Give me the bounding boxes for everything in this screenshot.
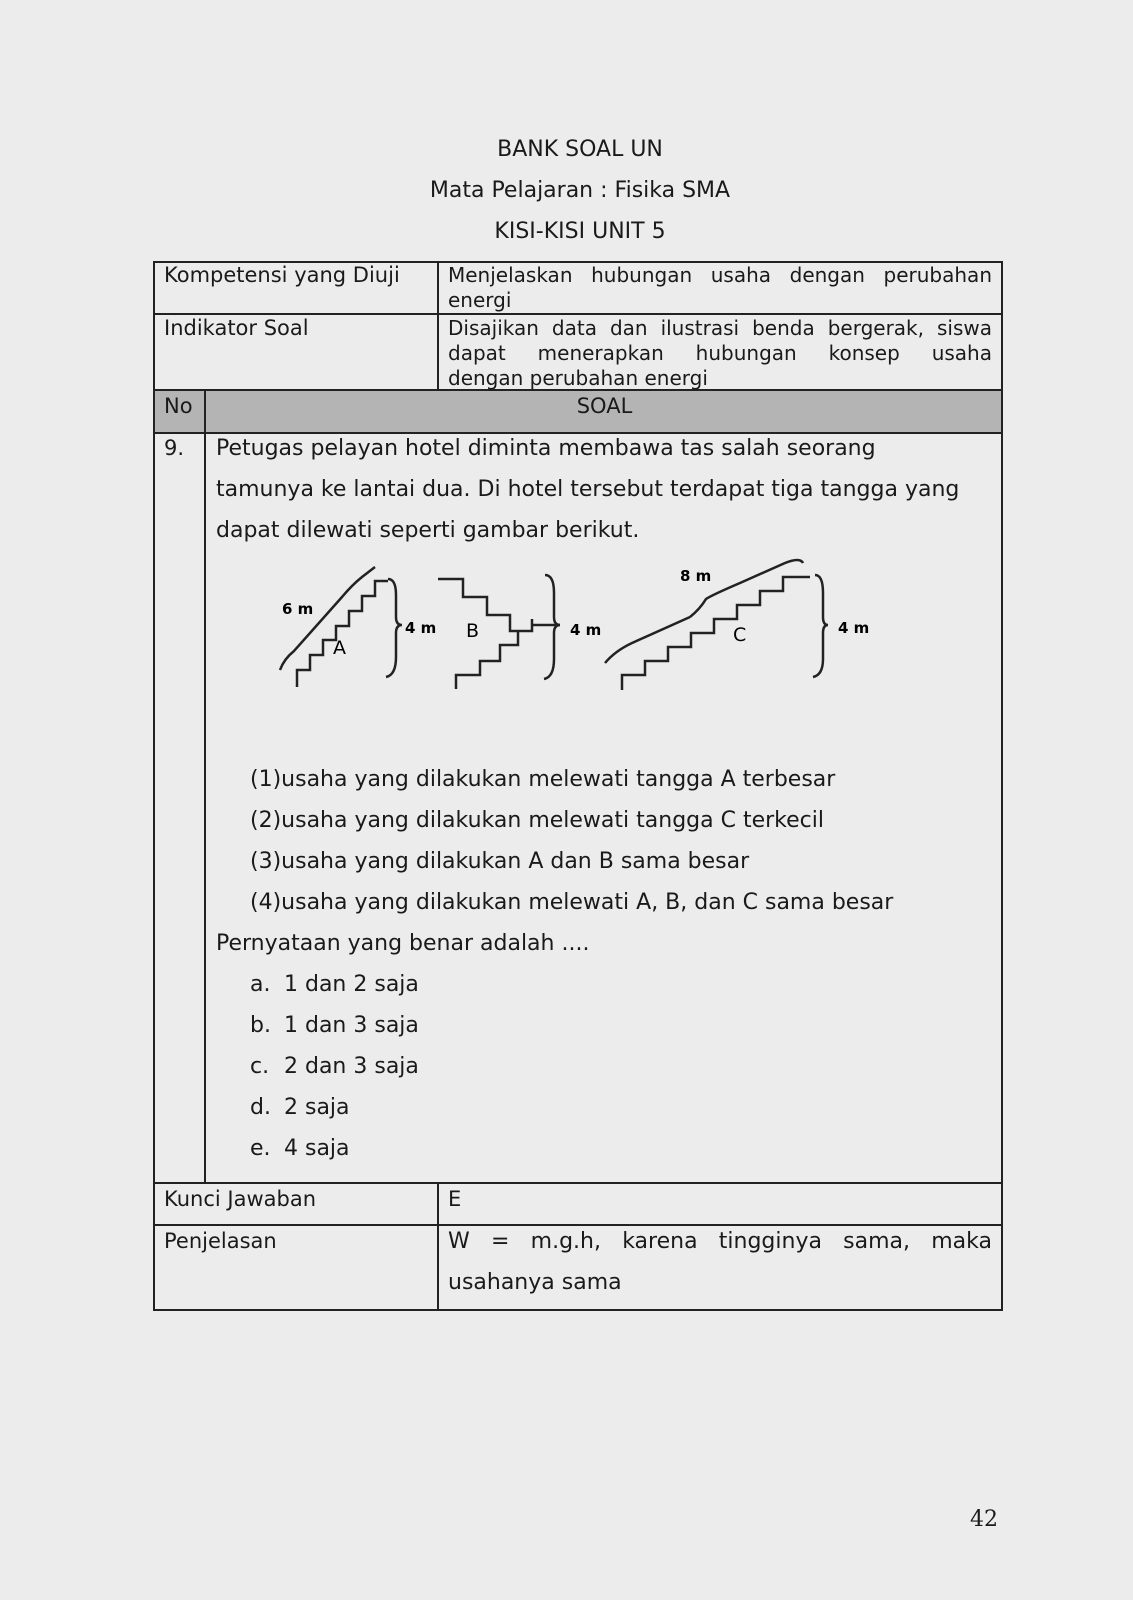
- title-bank-soal: BANK SOAL UN: [497, 137, 663, 162]
- indikator-label: Indikator Soal: [164, 316, 309, 340]
- stair-b-steps: [438, 579, 532, 689]
- question-line: Petugas pelayan hotel diminta membawa tas salah seorang: [216, 436, 876, 461]
- statement-item: (3)usaha yang dilakukan A dan B sama besar: [250, 849, 750, 874]
- subject-line: Mata Pelajaran : Fisika SMA: [429, 178, 731, 203]
- stair-a-label: A: [333, 637, 346, 659]
- soal-header: SOAL: [576, 394, 633, 418]
- stair-b-height: 4 m: [570, 621, 602, 639]
- option-text: 2 dan 3 saja: [284, 1054, 419, 1079]
- stair-b-height-brace: [544, 575, 560, 679]
- statement-item: (1)usaha yang dilakukan melewati tangga A terbesar: [250, 767, 836, 792]
- stair-b-label: B: [466, 620, 480, 642]
- stair-c-height: 4 m: [838, 619, 870, 637]
- column-divider: [437, 1182, 439, 1311]
- option-letter: d.: [250, 1095, 271, 1120]
- question-line: dapat dilewati seperti gambar berikut.: [216, 518, 640, 543]
- option-text: 1 dan 2 saja: [284, 972, 419, 997]
- indikator-value-line3: dengan perubahan energi: [448, 366, 708, 390]
- column-divider: [204, 389, 206, 1182]
- answer-prompt: Pernyataan yang benar adalah ....: [216, 931, 590, 956]
- no-header: No: [164, 394, 193, 418]
- page-number: 42: [970, 1507, 998, 1532]
- option-letter: b.: [250, 1013, 271, 1038]
- unit-line: KISI-KISI UNIT 5: [494, 219, 666, 244]
- stair-a-slope-brace: [280, 567, 375, 670]
- kompetensi-value-line2: energi: [448, 288, 512, 312]
- question-line: tamunya ke lantai dua. Di hotel tersebut terdapat tiga tangga yang: [216, 477, 960, 502]
- option-text: 2 saja: [284, 1095, 350, 1120]
- stair-c-slope-line: [605, 617, 690, 663]
- option-letter: c.: [250, 1054, 270, 1079]
- penjelasan-value-line1: W = m.g.h, karena tingginya sama, maka: [448, 1229, 992, 1254]
- option-text: 1 dan 3 saja: [284, 1013, 419, 1038]
- penjelasan-label: Penjelasan: [164, 1229, 277, 1253]
- stair-c-label: C: [733, 624, 747, 646]
- stair-c-height-brace: [813, 575, 828, 677]
- stair-c-length: 8 m: [680, 567, 712, 585]
- row-divider: [153, 313, 1003, 315]
- row-divider: [153, 432, 1003, 434]
- penjelasan-value-line2: usahanya sama: [448, 1270, 622, 1295]
- column-divider: [437, 261, 439, 389]
- question-number: 9.: [164, 436, 185, 460]
- option-letter: a.: [250, 972, 271, 997]
- option-text: 4 saja: [284, 1136, 350, 1161]
- kompetensi-value-line1: Menjelaskan hubungan usaha dengan perubahan: [448, 263, 992, 287]
- stair-a-height: 4 m: [405, 619, 437, 637]
- statement-item: (2)usaha yang dilakukan melewati tangga C terkecil: [250, 808, 824, 833]
- option-letter: e.: [250, 1136, 271, 1161]
- statement-item: (4)usaha yang dilakukan melewati A, B, dan C sama besar: [250, 890, 894, 915]
- stair-a-length: 6 m: [282, 600, 314, 618]
- row-divider: [153, 1182, 1003, 1184]
- indikator-value-line2: dapat menerapkan hubungan konsep usaha: [448, 341, 992, 365]
- row-divider: [153, 1224, 1003, 1226]
- kunci-value: E: [448, 1187, 462, 1211]
- stair-a-height-brace: [386, 579, 402, 677]
- kompetensi-label: Kompetensi yang Diuji: [164, 263, 400, 287]
- staircase-figure: [270, 555, 890, 695]
- kunci-label: Kunci Jawaban: [164, 1187, 317, 1211]
- indikator-value-line1: Disajikan data dan ilustrasi benda bergerak, siswa: [448, 316, 992, 340]
